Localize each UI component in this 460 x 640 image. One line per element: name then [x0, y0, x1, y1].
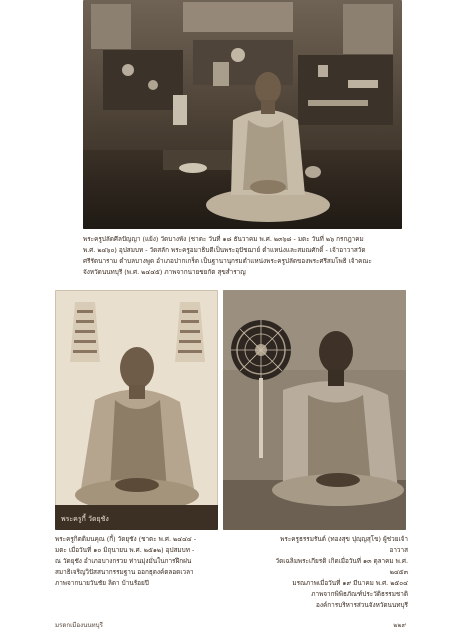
caption-left-line: ภาพจากนายวันชัย ลิดา บ้านร้อยปี	[55, 579, 149, 587]
footer-page-number: ๒๒๙	[393, 622, 406, 629]
caption-left-line: ณ วัดยุชัง อำเภอบางกรวย ท่านมุ่งมั่นในการฝึกฝน	[55, 557, 192, 565]
caption-bottom-left	[55, 534, 223, 589]
caption-top-line: จังหวัดนนทบุรี (พ.ศ. ๒๔๔๕) ภาพจากนายชยกัต สุขสำราญ	[83, 268, 246, 276]
caption-left-line: พระครูกิตติมนคุณ (กี้) วัดยุชัง (ชาตะ พ.ศ. ๒๔๔๔ -	[55, 535, 197, 543]
photo-monk-seated-left	[55, 290, 218, 530]
caption-left-line: มตะ เมื่อวันที่ ๑๐ มิถุนายน พ.ศ. ๒๕๑๒) อุปสมบท -	[55, 546, 195, 554]
caption-right-line: องค์การบริหารส่วนจังหวัดนนทบุรี	[316, 601, 408, 609]
caption-left-line: สมาธิเจริญวิปัสสนากรรมฐาน ออกธุดงค์ตลอดเวลา	[55, 568, 194, 576]
caption-top-line: ศรีรัตนาราม ตำบลบางพูด อำเภอปากเกร็ด เป็นฐานานุกรมตำแหน่งพระครูปลัดของพระศรีสมโพธิ เจ้าคณะ	[83, 257, 372, 265]
footer-book-title: มรดกเมืองนนทบุรี	[55, 622, 103, 629]
caption-right-line: พระครูธรรมรันต์ (ทองสุข ปุญฺญสุโข) ผู้ช่วยเจ้าอาวาส	[280, 535, 408, 554]
caption-bottom-right	[262, 534, 408, 611]
caption-right-line: ภาพจากพิพิธภัณฑ์ประวัติธรรมชาติ	[311, 590, 408, 598]
photo-monk-seated-right	[223, 290, 406, 530]
photo-monk-altar	[83, 0, 402, 229]
caption-right-line: มรณภาพเมื่อวันที่ ๑๙ มีนาคม พ.ศ. ๒๕๐๔	[292, 579, 408, 587]
photo-left-inscription: พระครูกี้ วัดยุชัง	[61, 515, 109, 523]
caption-right-line: วัดเฉลิมพระเกียรติ เกิดเมื่อวันที่ ๑๓ ตุลาคม พ.ศ. ๒๔๕๓	[275, 557, 408, 576]
caption-top	[83, 234, 405, 278]
caption-top-line: พระครูปลัดศีลปัญญา (แย้ง) วัดบางพัง (ชาตะ วันที่ ๑๘ ธันวาคม พ.ศ. ๒๓๖๘ - มตะ วันที่ ๒๖ กรกฎาคม	[83, 235, 364, 243]
caption-top-line: พ.ศ. ๒๔๖๐) อุปสมบท - วัดสลัก พระครูอมาธิบดีเป็นพระอุปัชฌาย์ ตำแหน่งและสมณศักดิ์ - เจ้าอาวาสวัด	[83, 246, 366, 254]
